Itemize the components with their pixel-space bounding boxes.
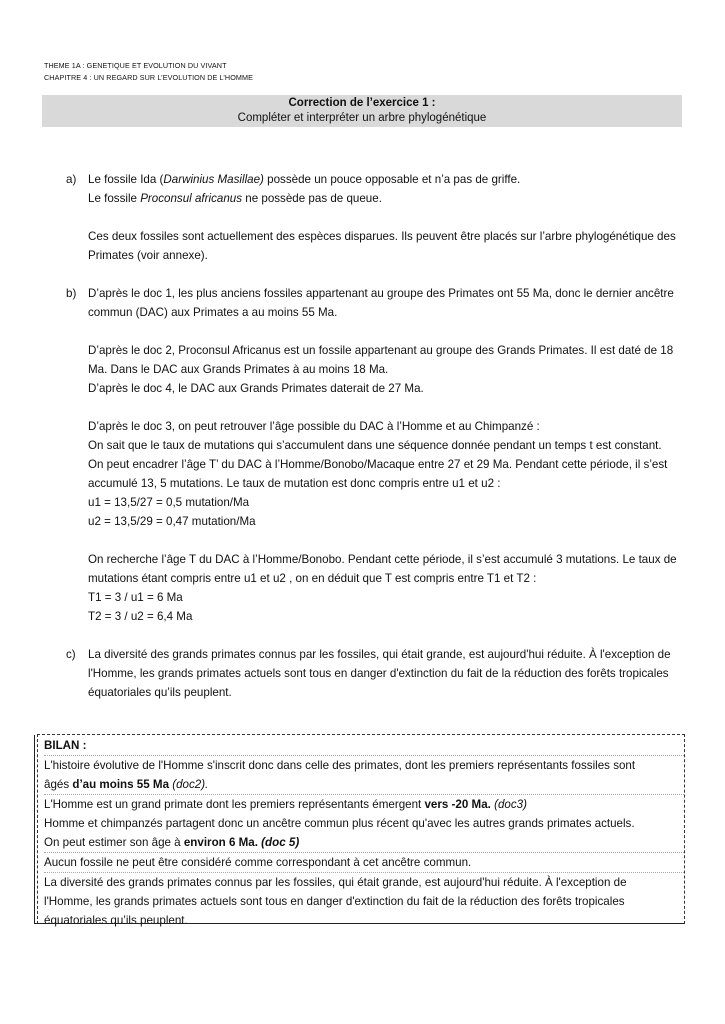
bilan-line4: Homme et chimpanzés partagent donc un ancêtre commun plus récent qu'avec les autres grands primates actuels.: [44, 817, 635, 830]
section-b-p2-line2: D’après le doc 4, le DAC aux Grands Primates daterait de 27 Ma.: [88, 382, 424, 395]
bilan-box: [37, 734, 685, 927]
section-c: [66, 645, 686, 702]
section-b-p1: D’après le doc 1, les plus anciens fossiles appartenant au groupe des Primates ont 55 Ma, donc le dernier ancêtre commun (DAC) aux Primates a au moins 55 Ma.: [88, 287, 674, 319]
title-main: Correction de l’exercice 1 :: [288, 97, 436, 109]
section-b-label: b): [66, 287, 77, 300]
section-a-line2: Le fossile Proconsul africanus ne possède pas de queue.: [88, 192, 382, 205]
document-body: [66, 170, 686, 702]
section-a-line1: Le fossile Ida (Darwinius Masillae) possède un pouce opposable et n’a pas de griffe.: [88, 173, 521, 186]
section-c-paragraph: La diversité des grands primates connus par les fossiles, qui était grande, est aujourd'hui réduite. À l'exception de l'Homme, les grands primates actuels sont tous en danger d'extinction du fait de la réduction des forêts tropicales équatoriales qu’ils peuplent.: [88, 648, 671, 699]
section-a-label: a): [66, 173, 77, 186]
bilan-line2: âgés d’au moins 55 Ma (doc2).: [44, 778, 209, 791]
bilan-line8: l'Homme, les grands primates actuels sont tous en danger d'extinction du fait de la réduction des forêts tropicales: [44, 895, 625, 908]
title-box: [42, 95, 682, 127]
section-b-t1: T1 = 3 / u1 = 6 Ma: [88, 591, 183, 604]
title-subtitle: Compléter et interpréter un arbre phylogénétique: [237, 112, 487, 124]
bilan-line3: L'Homme est un grand primate dont les premiers représentants émergent vers -20 Ma. (doc3): [44, 794, 684, 814]
section-a-paragraph: Ces deux fossiles sont actuellement des espèces disparues. Ils peuvent être placés sur l’arbre phylogénétique des Primates (voir annexe).: [88, 230, 676, 262]
section-b-p3-line3: On peut encadrer l’âge T’ du DAC à l’Homme/Bonobo/Macaque entre 27 et 29 Ma. Pendant cette période, il s’est accumulé 13, 5 mutations. Le taux de mutation est donc compris entre u1 et u2 :: [88, 458, 668, 490]
section-b: [66, 284, 686, 626]
header-theme: THEME 1A : GENETIQUE ET EVOLUTION DU VIVANT: [44, 61, 227, 70]
section-b-p3-line2: On sait que le taux de mutations qui s’accumulent dans une séquence donnée pendant un temps t est constant.: [88, 439, 662, 452]
section-b-u2: u2 = 13,5/29 = 0,47 mutation/Ma: [88, 515, 256, 528]
section-b-p3-line1: D’après le doc 3, on peut retrouver l’âge possible du DAC à l’Homme et au Chimpanzé :: [88, 420, 540, 433]
bilan-line6: Aucun fossile ne peut être considéré comme correspondant à cet ancêtre commun.: [44, 852, 684, 872]
bilan-heading: BILAN :: [44, 739, 87, 752]
section-b-u1: u1 = 13,5/27 = 0,5 mutation/Ma: [88, 496, 250, 509]
bilan-line1: L'histoire évolutive de l'Homme s'inscrit donc dans celle des primates, dont les premiers représentants fossiles sont: [44, 755, 684, 775]
bilan-line5: On peut estimer son âge à environ 6 Ma. (doc 5): [44, 836, 300, 849]
section-b-t2: T2 = 3 / u2 = 6,4 Ma: [88, 610, 193, 623]
header-chapter: CHAPITRE 4 : UN REGARD SUR L’EVOLUTION DE L’HOMME: [44, 73, 253, 82]
section-b-p4-line1: On recherche l’âge T du DAC à l’Homme/Bonobo. Pendant cette période, il s’est accumulé 3 mutations. Le taux de mutations étant compris entre u1 et u2 , on en déduit que T est compris entre T1 et T2 :: [88, 553, 677, 585]
bilan-line9: équatoriales qu’ils peuplent.: [44, 914, 188, 927]
section-a: [66, 170, 686, 265]
section-c-label: c): [66, 648, 76, 661]
bilan-line7: La diversité des grands primates connus par les fossiles, qui était grande, est aujourd'hui réduite. À l'exception de: [44, 872, 684, 892]
section-b-p2-line1: D’après le doc 2, Proconsul Africanus est un fossile appartenant au groupe des Grands Primates. Il est daté de 18 Ma. Dans le DAC aux Grands Primates à au moins 18 Ma.: [88, 344, 674, 376]
